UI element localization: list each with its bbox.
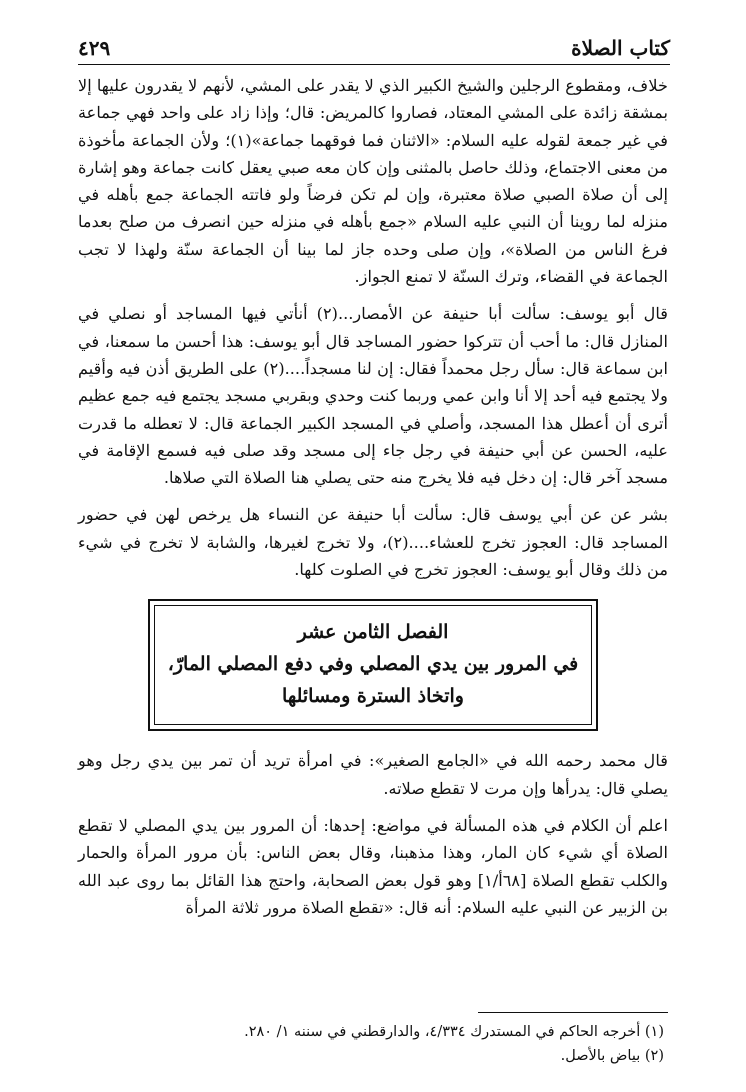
page-header [78, 30, 670, 65]
paragraph: اعلم أن الكلام في هذه المسألة في مواضع: إحدها: أن المرور بين يدي المصلي لا تقطع الصلاة أي شيء كان المار، وهذا مذهبنا، وقال بعض الناس: بأن مرور المرأة والحمار والكلب تقطع الصلاة [٦٨أ/١] وهو قول بعض الصحابة، واحتج هذا القائل بما روى عبد الله بن الزبير عن النبي عليه السلام: أنه قال: «تقطع الصلاة مرور ثلاثة المرأة [78, 815, 668, 917]
section-heading-line: الفصل الثامن عشر [297, 621, 449, 644]
section-heading-frame [148, 599, 598, 731]
paragraph: قال أبو يوسف: سألت أبا حنيفة عن الأمصار...(٢) أنأتي فيها المساجد أو نصلي في المنازل قال: ما أحب أن تتركوا حضور المساجد قال أبو يوسف: هذا أحسن ما سمعنا، في ابن سماعة قال: سأل رجل محمداً فقال: إن لنا مسجداً....(٢) على الطريق أذن فيه وأقيم ولا يجتمع فيه أحد إلا أنا وابن عمي وربما كنت وحدي وبقربي مسجد يجتمع فيه جمع عظيم أترى أن أعطل هذا المسجد، وأصلي في المسجد الكبير الجماعة قال: لا تعطله ما قدرت عليه، الحسن عن أبي حنيفة في رجل جاء إلى مسجد وقد صلى فيه فسمع الإقامة في مسجد آخر قال: إن دخل فيه فلا يخرج منه حتى يصلي هنا الصلاة التي صلاها. [78, 304, 668, 488]
running-title: كتاب الصلاة [571, 36, 670, 60]
section-heading-line: في المرور بين يدي المصلي وفي دفع المصلي المارّ، [167, 653, 579, 676]
paragraph: بشر عن عن أبي يوسف قال: سألت أبا حنيفة عن النساء هل يرخص لهن في حضور المساجد قال: العجوز تخرج للعشاء....(٢)، ولا تخرج لغيرها، والشابة لا تخرج في شيء من ذلك وقال أبو يوسف: العجوز تخرج في الصلوت كلها. [78, 505, 668, 580]
page-body [78, 72, 668, 921]
footnote: (١) أخرجه الحاكم في المستدرك ٤/٣٣٤، والدارقطني في سننه ١/ ٢٨٠. [244, 1024, 664, 1040]
section-heading [154, 605, 592, 725]
footnote: (٢) بياض بالأصل. [560, 1048, 664, 1064]
page-number: ٤٢٩ [78, 36, 111, 60]
footnotes [78, 1020, 664, 1068]
footnote-divider [478, 1012, 668, 1013]
paragraph: خلاف، ومقطوع الرجلين والشيخ الكبير الذي لا يقدر على المشي، لأنهم لا يقدرون عليها إلا بمشقة زائدة على المشي المعتاد، فصاروا كالمريض: قال؛ وإذا زاد على واحد فهي جماعة في غير جمعة لقوله عليه السلام: «الاثنان فما فوقهما جماعة»(١)؛ ولأن الجماعة مأخوذة من معنى الاجتماع، وذلك حاصل بالمثنى وإن كان معه صبي يعقل كانت جماعة وهو إشارة إلى أن صلاة الصبي صلاة معتبرة، وإن لم تكن فرضاً ولو فاتته الجماعة جمع بأهله في منزله لما روينا أن النبي عليه السلام «جمع بأهله في منزله حين انصرف من صلح بعدما فرغ الناس من الصلاة»، وإن صلى وحده جاز لما بينا أن الجماعة سنّة ولهذا لا تجب الجماعة في القضاء، وترك السنّة لا تمنع الجواز. [78, 76, 668, 287]
paragraph: قال محمد رحمه الله في «الجامع الصغير»: في امرأة تريد أن تمر بين يدي رجل وهو يصلي قال: يدرأها وإن مرت لا تقطع صلاته. [78, 751, 668, 798]
section-heading-line: واتخاذ السترة ومسائلها [282, 685, 464, 708]
